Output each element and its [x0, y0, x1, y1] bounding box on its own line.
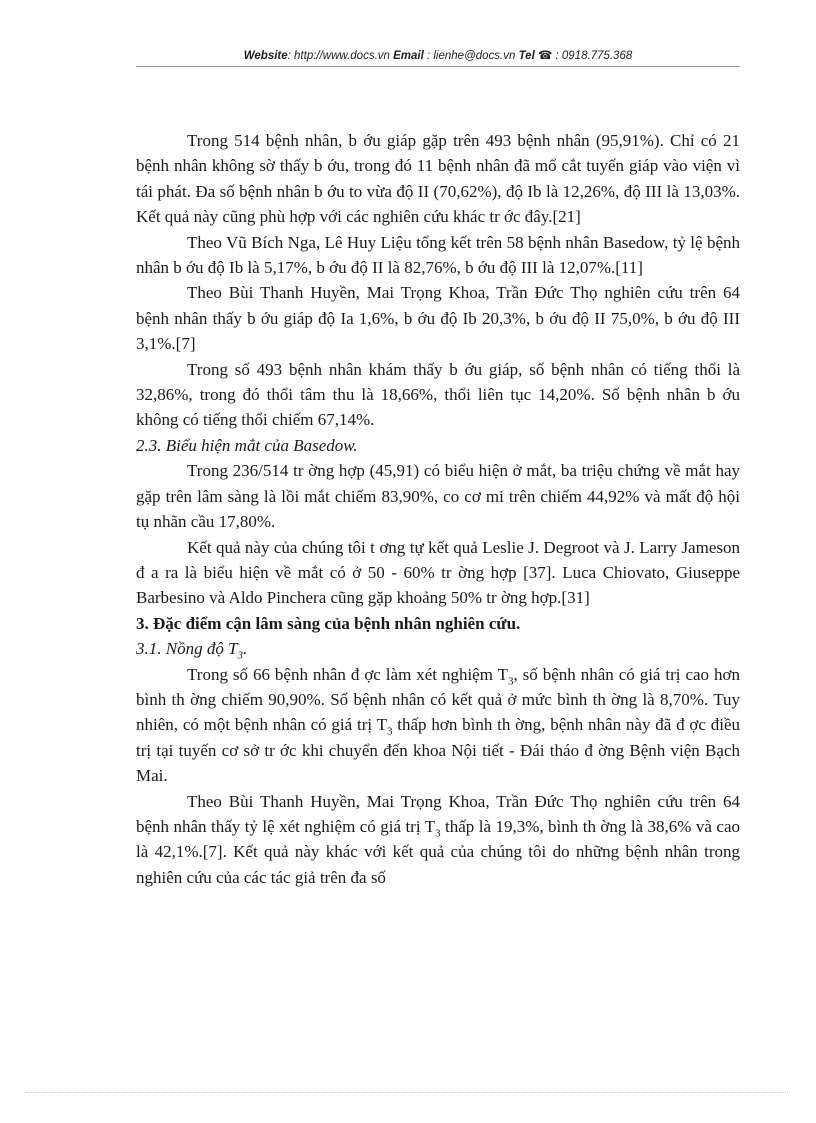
- tel-label: Tel: [518, 50, 535, 62]
- paragraph-t3-results: [136, 662, 740, 789]
- paragraph-goiter-murmur: Trong số 493 bệnh nhân khám thấy b ớu giáp, số bệnh nhân có tiếng thổi là 32,86%, trong đó thổi tâm thu là 18,66%, thổi liên tục 14,20%. Số bệnh nhân b ớu không có tiếng thổi chiếm 67,14%.: [136, 359, 740, 430]
- subheading-eye-signs: 2.3. Biểu hiện mắt của Basedow.: [136, 435, 358, 455]
- paragraph-eye-comparison: Kết quả này của chúng tôi t ơng tự kết quả Leslie J. Degroot và J. Larry Jameson đ a ra là biểu hiện về mắt có ở 50 - 60% tr ờng hợp [37]. Luca Chiovato, Giuseppe Barbesino và Aldo Pinchera cũng gặp khoảng 50% tr ờng hợp.[31]: [136, 537, 740, 608]
- t3-comparison-part-a: Theo Bùi Thanh Huyền, Mai Trọng Khoa, Trần Đức Thọ nghiên cứu trên 64 bệnh nhân thấy tỷ lệ xét nghiệm có giá trị T: [136, 791, 740, 836]
- document-body: [136, 128, 740, 890]
- website-value: : http://www.docs.vn: [287, 50, 394, 62]
- t3-comparison-part-b: thấp là 19,3%, bình th ờng là 38,6% và cao là 42,1%.[7]. Kết quả này khác với kết quả của chúng tôi do những bệnh nhân trong nghiên cứu của các tác giả trên đa số: [136, 816, 740, 887]
- website-label: Website: [243, 50, 288, 62]
- email-value: : lienhe@docs.vn: [423, 50, 519, 62]
- t3-results-part-a: Trong số 66 bệnh nhân đ ợc làm xét nghiệm T: [187, 664, 508, 684]
- subheading-t3-subscript: 3: [237, 649, 244, 662]
- t3-subscript: 3: [507, 674, 514, 687]
- paragraph-vu-bich-nga: Theo Vũ Bích Nga, Lê Huy Liệu tổng kết trên 58 bệnh nhân Basedow, tỷ lệ bệnh nhân b ớu độ Ib là 5,17%, b ớu độ II là 82,76%, b ớu độ III là 12,07%.[11]: [136, 232, 740, 278]
- page-bottom-border: [26, 1092, 790, 1093]
- t3-results-part-b: , số bệnh nhân có giá trị cao hơn bình th ờng chiếm 90,90%. Số bệnh nhân có kết quả ở mức bình th ờng là 8,70%. Tuy nhiên, có một bệnh nhân có giá trị T: [136, 664, 740, 735]
- header-divider: [136, 66, 740, 67]
- page-header: [136, 48, 740, 62]
- subheading-t3-level: [136, 636, 740, 661]
- email-label: Email: [393, 50, 424, 62]
- t3-subscript: 3: [435, 827, 441, 840]
- section-heading-lab-findings: 3. Đặc điểm cận lâm sàng của bệnh nhân nghiên cứu.: [136, 613, 521, 633]
- paragraph-goiter-prevalence: Trong 514 bệnh nhân, b ớu giáp gặp trên 493 bệnh nhân (95,91%). Chỉ có 21 bệnh nhân không sờ thấy b ớu, trong đó 11 bệnh nhân đã mổ cắt tuyến giáp vào viện vì tái phát. Đa số bệnh nhân b ớu to vừa độ II (70,62%), độ Ib là 12,26%, độ III là 13,03%. Kết quả này cũng phù hợp với các nghiên cứu khác tr ớc đây.[21]: [136, 131, 740, 227]
- subheading-t3-end: .: [243, 639, 248, 659]
- tel-value: ☎ : 0918.775.368: [534, 50, 633, 62]
- paragraph-t3-comparison: [136, 789, 740, 891]
- paragraph-eye-signs: Trong 236/514 tr ờng hợp (45,91) có biểu hiện ở mắt, ba triệu chứng về mắt hay gặp trên lâm sàng là lồi mắt chiếm 83,90%, co cơ mi trên chiếm 44,92% và mất độ hội tụ nhãn cầu 17,80%.: [136, 461, 740, 532]
- t3-results-part-c: thấp hơn bình th ờng, bệnh nhân này đã đ ợc điều trị tại tuyến cơ sở tr ớc khi chuyển đến khoa Nội tiết - Đái tháo đ ờng Bệnh viện Bạch Mai.: [136, 715, 740, 786]
- t3-subscript: 3: [386, 725, 393, 738]
- subheading-t3-text: 3.1. Nồng độ T: [136, 639, 238, 659]
- paragraph-bui-thanh-huyen-goiter: Theo Bùi Thanh Huyền, Mai Trọng Khoa, Trần Đức Thọ nghiên cứu trên 64 bệnh nhân thấy b ớu giáp độ Ia 1,6%, b ớu độ Ib 20,3%, b ớu độ II 75,0%, b ớu độ III 3,1%.[7]: [136, 283, 740, 354]
